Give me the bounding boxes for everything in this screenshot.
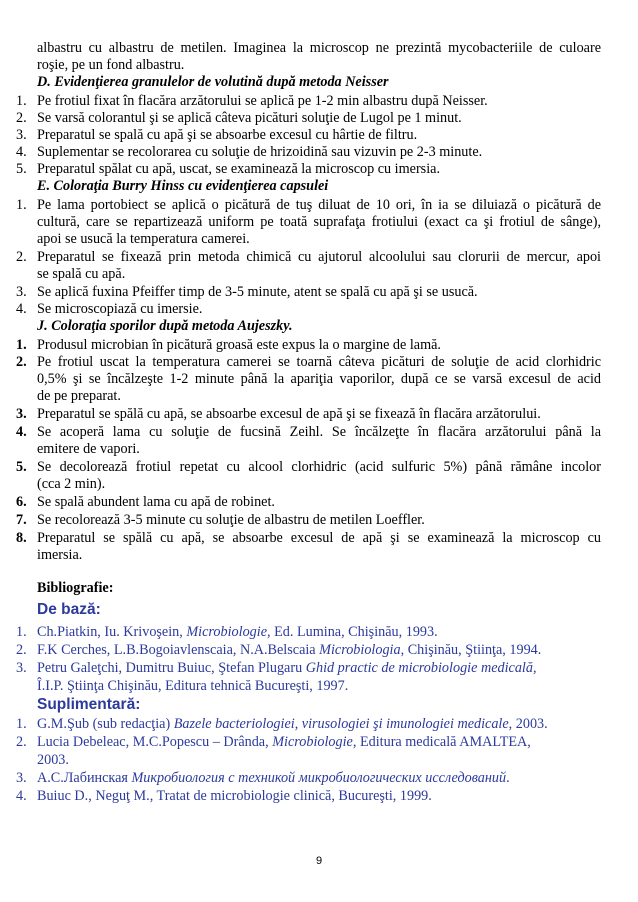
aujeszky-item-5-num: 5. bbox=[16, 459, 27, 475]
aujeszky-item-1-num: 1. bbox=[16, 337, 27, 353]
base-ref-1-num: 1. bbox=[16, 624, 27, 640]
burry-item-2-line-1: Preparatul se fixează prin metoda chimică cu ajutorul alcoolului sau clorurii de mercur, apoi bbox=[37, 249, 601, 265]
supp-ref-3: А.С.Лабинская Микробиология с техникой микробиологических исследований. bbox=[37, 770, 510, 786]
supp-ref-2-line-1: Lucia Debeleac, M.C.Popescu – Drânda, Microbiologie, Editura medicală AMALTEA, bbox=[37, 734, 531, 750]
supp-ref-1-num: 1. bbox=[16, 716, 27, 732]
base-ref-2: F.K Cerches, L.B.Bogoiavlenscaia, N.A.Belscaia Microbiologia, Chişinău, Ştiinţa, 1994. bbox=[37, 642, 542, 658]
bibliography-supp-heading: Suplimentară: bbox=[37, 696, 141, 713]
neisser-item-3-num: 3. bbox=[16, 127, 27, 143]
neisser-heading: D. Evidenţierea granulelor de volutină după metoda Neisser bbox=[37, 74, 389, 90]
page-number: 9 bbox=[315, 855, 323, 867]
supp-ref-3-num: 3. bbox=[16, 770, 27, 786]
neisser-item-5-num: 5. bbox=[16, 161, 27, 177]
supp-ref-4: Buiuc D., Neguţ M., Tratat de microbiologie clinică, Bucureşti, 1999. bbox=[37, 788, 432, 804]
aujeszky-item-7: Se recolorează 3-5 minute cu soluţie de albastru de metilen Loeffler. bbox=[37, 512, 425, 528]
aujeszky-item-5-line-1: Se decolorează frotiul repetat cu alcool clorhidric (acid sulfuric 5%) până rămâne incolor bbox=[37, 459, 601, 475]
aujeszky-item-6: Se spală abundent lama cu apă de robinet. bbox=[37, 494, 275, 510]
burry-item-1-num: 1. bbox=[16, 197, 27, 213]
aujeszky-heading: J. Coloraţia sporilor după metoda Aujeszky. bbox=[37, 318, 293, 334]
aujeszky-item-2-line-3: de pe preparat. bbox=[37, 388, 121, 404]
neisser-item-4-num: 4. bbox=[16, 144, 27, 160]
aujeszky-item-2-num: 2. bbox=[16, 354, 27, 370]
neisser-item-5: Preparatul spălat cu apă, uscat, se examinează la microscop cu imersia. bbox=[37, 161, 440, 177]
aujeszky-item-5-line-2: (cca 2 min). bbox=[37, 476, 106, 492]
burry-item-2-line-2: se spală cu apă. bbox=[37, 266, 126, 282]
base-ref-3-line-1: Petru Galeţchi, Dumitru Buiuc, Ştefan Plugaru Ghid practic de microbiologie medicală, bbox=[37, 660, 537, 676]
neisser-item-4: Suplementar se recolorarea cu soluţie de hrizoidină sau vizuvin pe 2-3 minute. bbox=[37, 144, 483, 160]
neisser-item-2: Se varsă colorantul şi se aplică câteva picături soluţie de Lugol pe 1 minut. bbox=[37, 110, 462, 126]
aujeszky-item-2-line-1: Pe frotiul uscat la temperatura camerei se toarnă câteva picături de soluţie de acid clorhidric bbox=[37, 354, 601, 370]
supp-ref-2-num: 2. bbox=[16, 734, 27, 750]
aujeszky-item-4-line-2: emitere de vapori. bbox=[37, 441, 140, 457]
neisser-item-1-num: 1. bbox=[16, 93, 27, 109]
bibliography-base-heading: De bază: bbox=[37, 601, 101, 618]
aujeszky-item-8-line-2: imersia. bbox=[37, 547, 83, 563]
aujeszky-item-4-num: 4. bbox=[16, 424, 27, 440]
aujeszky-item-3: Preparatul se spălă cu apă, se absoarbe excesul de apă şi se fixează în flacăra arzătorului. bbox=[37, 406, 541, 422]
aujeszky-item-4-line-1: Se acoperă lama cu soluţie de fucsină Zeihl. Se încălzeţte în flacăra arzătorului până la bbox=[37, 424, 601, 440]
burry-item-3-num: 3. bbox=[16, 284, 27, 300]
base-ref-1: Ch.Piatkin, Iu. Krivoşein, Microbiologie, Ed. Lumina, Chişinău, 1993. bbox=[37, 624, 438, 640]
supp-ref-2-line-2: 2003. bbox=[37, 752, 69, 768]
burry-item-1-line-2: cultură, care se repartizează uniform pe toată suprafaţa frotiului (exact ca şi frotiul de sânge), bbox=[37, 214, 601, 230]
aujeszky-item-7-num: 7. bbox=[16, 512, 27, 528]
aujeszky-item-2-line-2: 0,5% şi se încălzeşte 1-2 minute până la apariţia vaporilor, după ce se varsă excesul de acid bbox=[37, 371, 601, 387]
base-ref-3-line-2: Î.I.P. Ştiinţa Chişinău, Editura tehnică Bucureşti, 1997. bbox=[37, 678, 349, 694]
supp-ref-1: G.M.Şub (sub redacţia) Bazele bacteriologiei, virusologiei şi imunologiei medicale, 2003. bbox=[37, 716, 548, 732]
bibliography-title: Bibliografie: bbox=[37, 580, 114, 596]
aujeszky-item-8-num: 8. bbox=[16, 530, 27, 546]
supp-ref-4-num: 4. bbox=[16, 788, 27, 804]
burry-item-1-line-3: apoi se usucă la temperatura camerei. bbox=[37, 231, 250, 247]
base-ref-3-num: 3. bbox=[16, 660, 27, 676]
burry-item-1-line-1: Pe lama portobiect se aplică o picătură de tuş diluat de 10 ori, în ia se diluiază o picătură de bbox=[37, 197, 601, 213]
burry-item-3: Se aplică fuxina Pfeiffer timp de 3-5 minute, atent se spală cu apă şi se usucă. bbox=[37, 284, 478, 300]
neisser-item-2-num: 2. bbox=[16, 110, 27, 126]
aujeszky-item-3-num: 3. bbox=[16, 406, 27, 422]
burry-item-2-num: 2. bbox=[16, 249, 27, 265]
aujeszky-item-8-line-1: Preparatul se spălă cu apă, se absoarbe excesul de apă şi se examinează la microscop cu bbox=[37, 530, 601, 546]
aujeszky-item-1: Produsul microbian în picătură groasă este expus la o margine de lamă. bbox=[37, 337, 441, 353]
burry-heading: E. Coloraţia Burry Hinss cu evidenţierea capsulei bbox=[37, 178, 329, 194]
neisser-item-3: Preparatul se spală cu apă şi se absoarbe excesul cu hârtie de filtru. bbox=[37, 127, 418, 143]
intro-line-2: roşie, pe un fond albastru. bbox=[37, 57, 185, 73]
burry-item-4: Se microscopiază cu imersie. bbox=[37, 301, 203, 317]
neisser-item-1: Pe frotiul fixat în flacăra arzătorului se aplică pe 1-2 min albastru după Neisser. bbox=[37, 93, 488, 109]
intro-line-1: albastru cu albastru de metilen. Imaginea la microscop ne prezintă mycobacteriile de culoare bbox=[37, 40, 601, 56]
aujeszky-item-6-num: 6. bbox=[16, 494, 27, 510]
burry-item-4-num: 4. bbox=[16, 301, 27, 317]
base-ref-2-num: 2. bbox=[16, 642, 27, 658]
